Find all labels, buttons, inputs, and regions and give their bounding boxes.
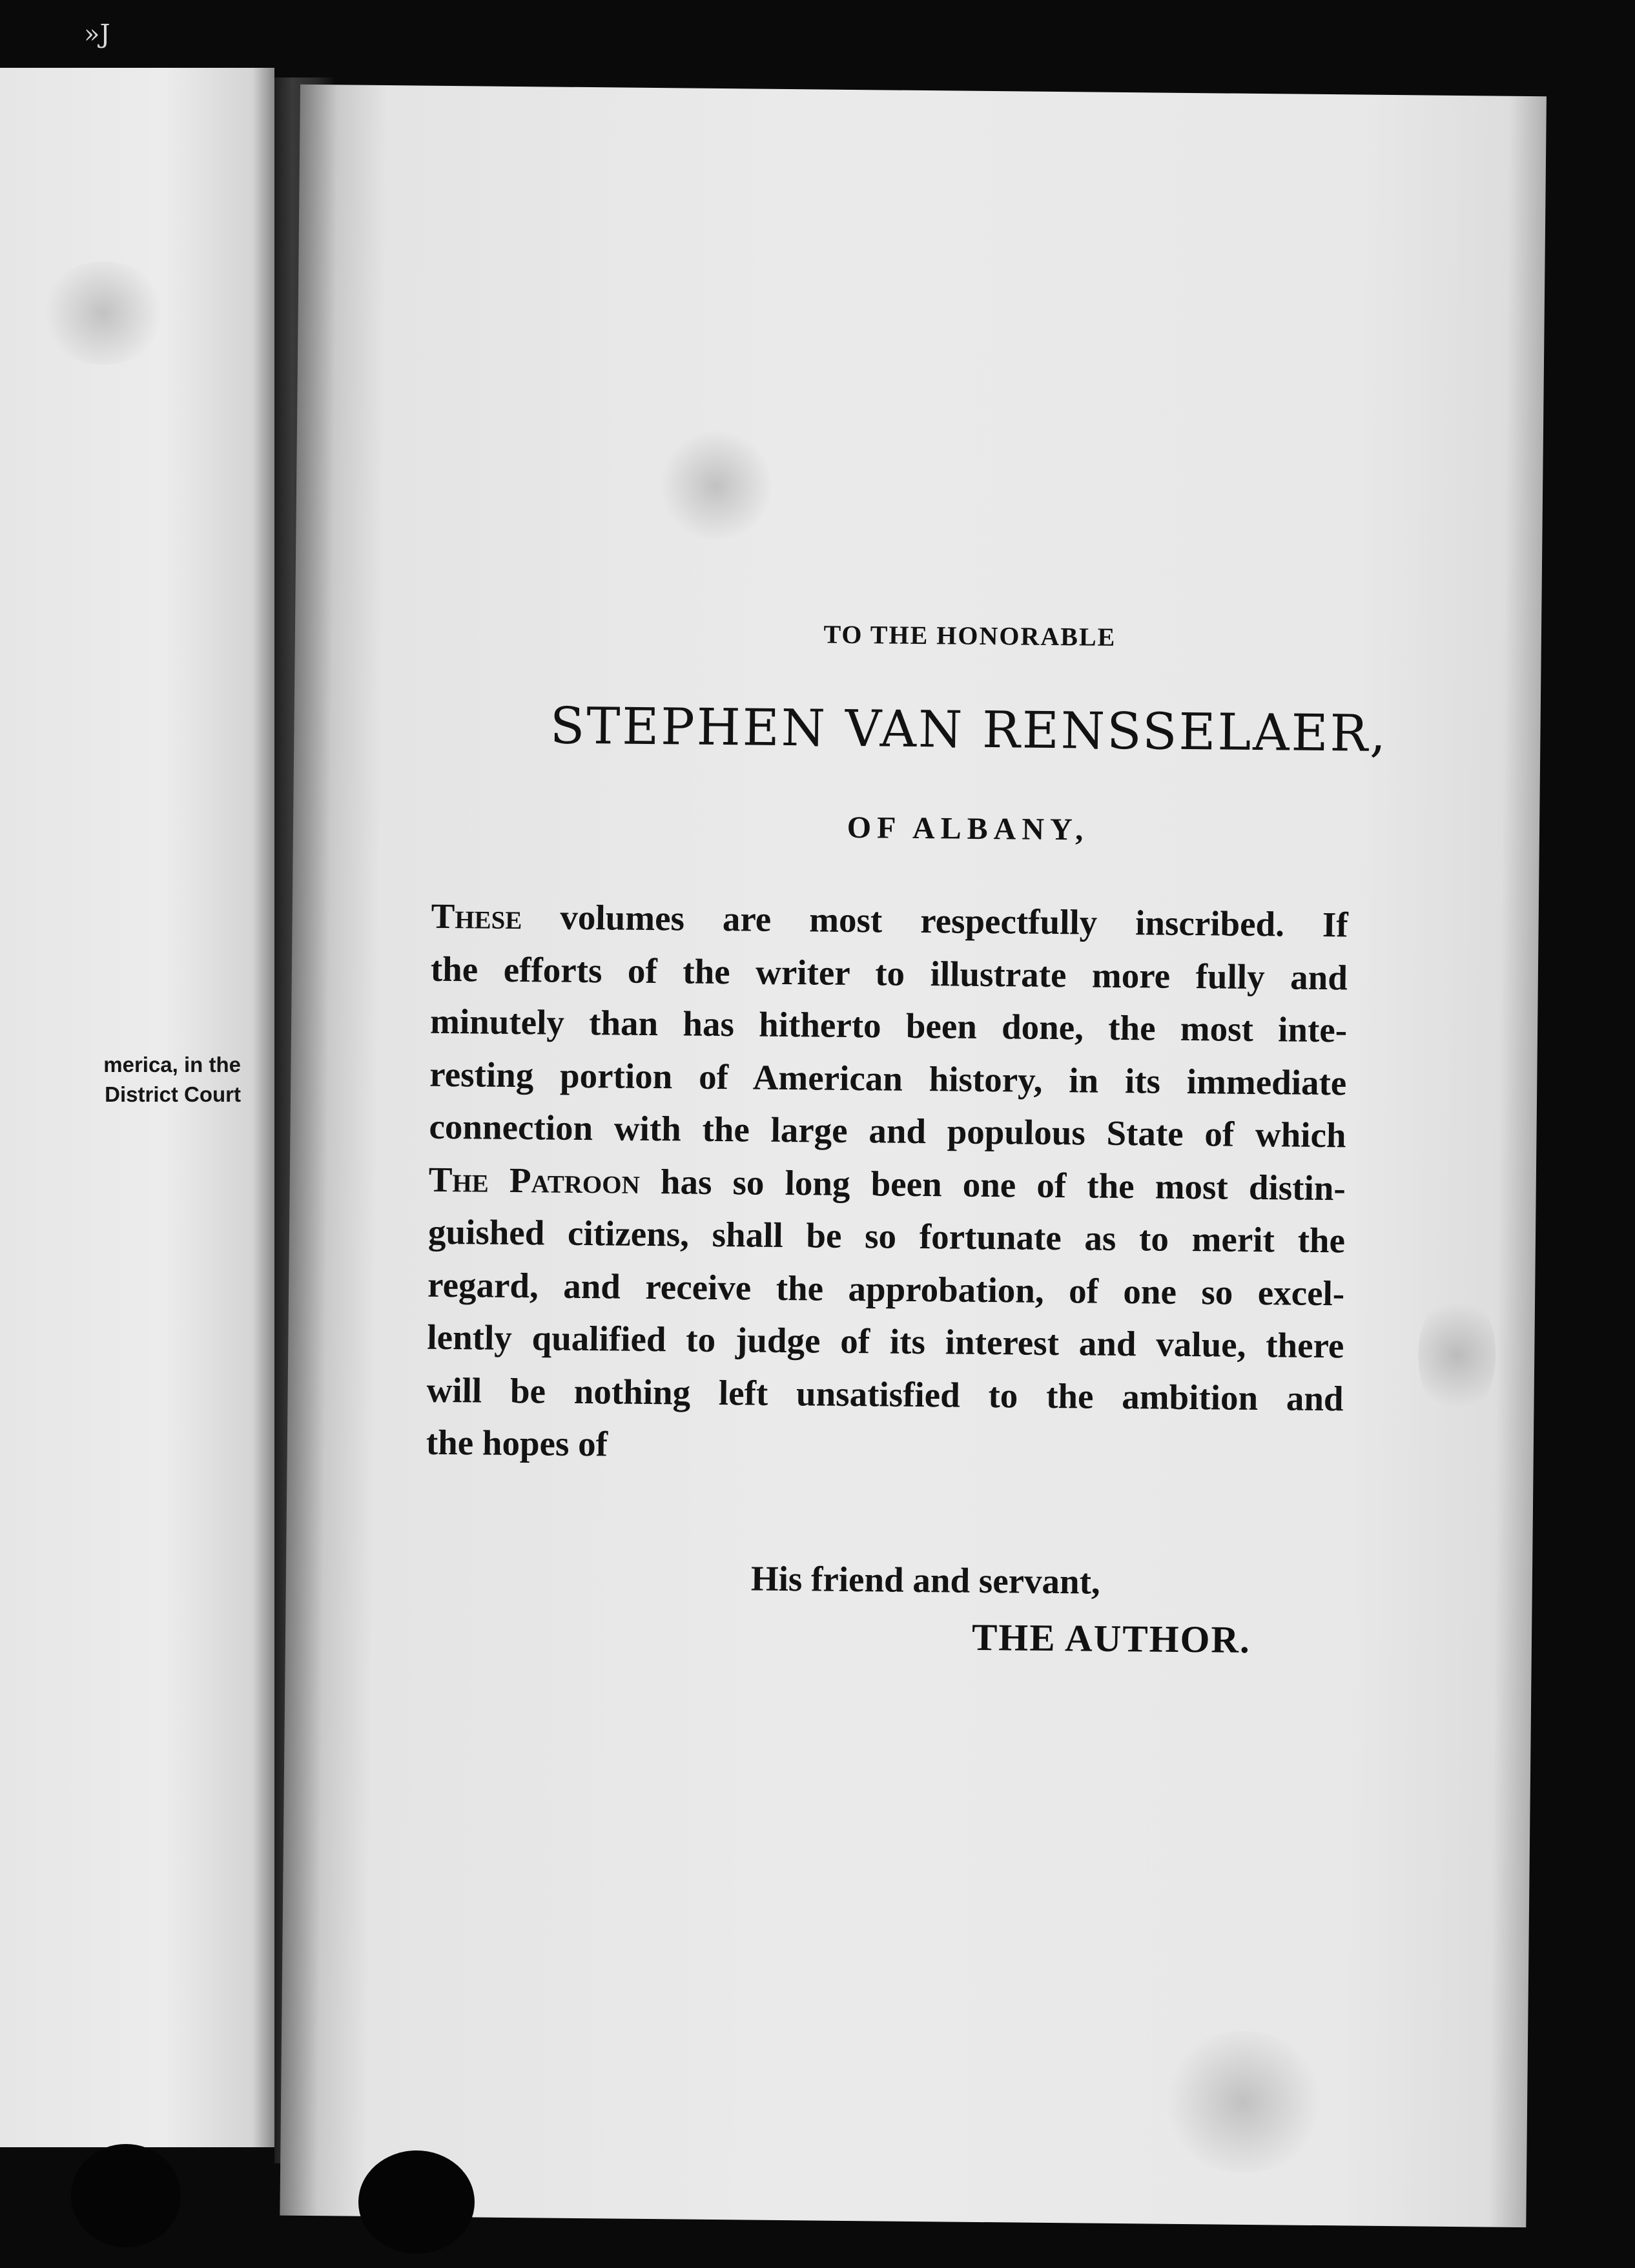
paragraph-line: will be nothing left unsatisfied to the ambition and	[426, 1370, 1344, 1418]
dedication-paragraph	[426, 890, 1348, 1478]
paragraph-line: guished citizens, shall be so fortunate as to merit the	[427, 1211, 1346, 1261]
paragraph-line: lently qualified to judge of its interest and value, there	[427, 1317, 1344, 1366]
paragraph-line: resting portion of American history, in its immediate	[429, 1054, 1347, 1102]
left-page-text-line-2: District Court	[105, 1082, 241, 1106]
scan-shadow	[358, 2150, 475, 2254]
paragraph-line: connection with the large and populous State of which	[429, 1106, 1346, 1155]
paragraph-line: regard, and receive the approbation, of one so excel-	[427, 1264, 1345, 1313]
closing-line: His friend and servant,	[750, 1558, 1101, 1602]
scan-shadow	[71, 2144, 181, 2247]
small-caps-lead: These	[431, 896, 522, 937]
corner-mark: »J	[84, 19, 110, 49]
paragraph-line: the efforts of the writer to illustrate more fully and	[430, 949, 1348, 997]
dedicatee-name: STEPHEN VAN RENSSELAER,	[550, 697, 1388, 763]
dedication-page	[280, 85, 1547, 2227]
line-text: volumes are most respectfully inscribed. If	[522, 897, 1348, 945]
dedicatee-place: OF ALBANY,	[847, 810, 1089, 847]
small-caps-lead: The Patroon	[428, 1159, 641, 1201]
page-smudge	[39, 262, 168, 365]
line-text: has so long been one of the most distin-	[639, 1161, 1346, 1208]
left-page-text-line-1: merica, in the	[103, 1053, 241, 1077]
paragraph-line	[431, 890, 1348, 951]
left-page-fragment	[0, 68, 274, 2147]
signature-line: THE AUTHOR.	[971, 1615, 1251, 1661]
paragraph-line	[428, 1153, 1346, 1214]
dedication-to-line: TO THE HONORABLE	[823, 619, 1116, 652]
paragraph-line: minutely than has hitherto been done, the most inte-	[429, 1001, 1348, 1050]
dedication-block	[280, 85, 1547, 2227]
paragraph-line: the hopes of	[426, 1422, 608, 1464]
